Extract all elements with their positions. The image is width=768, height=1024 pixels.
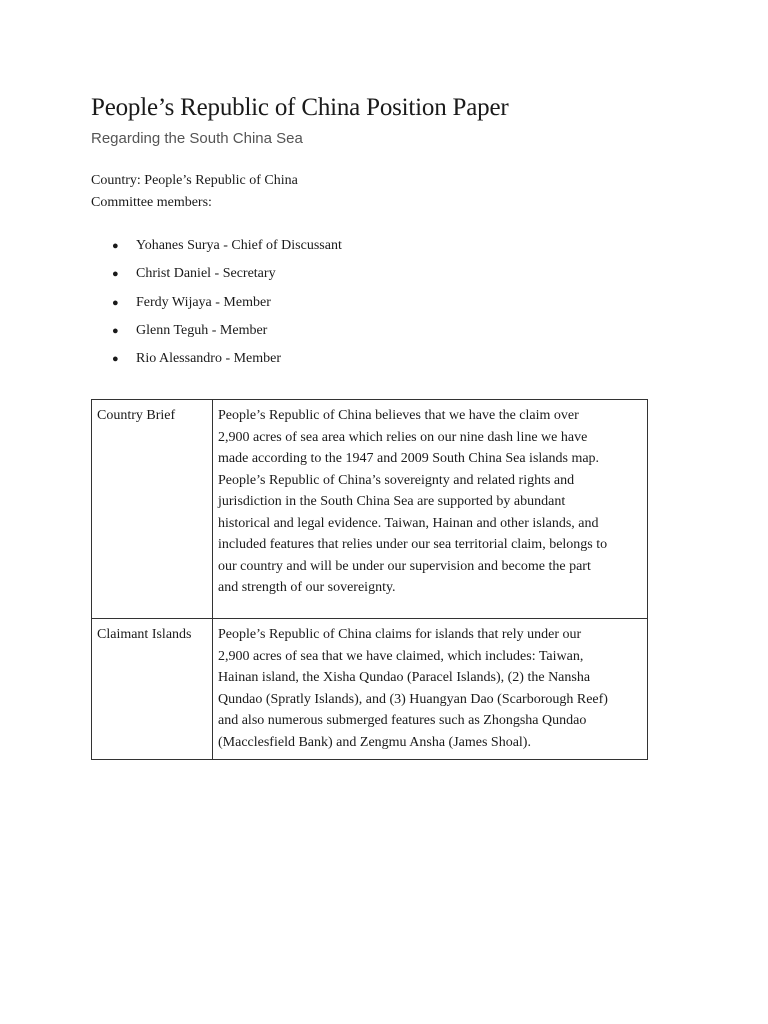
text-line: People’s Republic of China’s sovereignty and related rights and	[218, 472, 575, 488]
text-line: historical and legal evidence. Taiwan, Hainan and other islands, and	[218, 515, 599, 531]
position-table	[91, 399, 648, 760]
row-label-cell	[92, 619, 213, 760]
text-line: 2,900 acres of sea area which relies on our nine dash line we have	[218, 429, 588, 445]
text-line: included features that relies under our sea territorial claim, belongs to	[218, 537, 608, 552]
bullet-icon: ●	[112, 268, 119, 281]
text-line: (Macclesfield Bank) and Zengmu Ansha (James Shoal).	[218, 734, 531, 750]
bullet-icon: ●	[112, 353, 119, 366]
text-line: Hainan island, the Xisha Qundao (Paracel Islands), (2) the Nansha	[218, 670, 591, 685]
text-line: Qundao (Spratly Islands), and (3) Huangyan Dao (Scarborough Reef)	[218, 691, 608, 707]
member-name: Rio Alessandro - Member	[136, 351, 282, 367]
row-label: Country Brief	[97, 408, 176, 423]
page-title: People’s Republic of China Position Paper	[91, 94, 509, 121]
page-subtitle: Regarding the South China Sea	[91, 130, 303, 147]
text-line: People’s Republic of China believes that we have the claim over	[218, 408, 579, 423]
row-content-cell	[213, 400, 648, 619]
row-label: Claimant Islands	[97, 627, 192, 642]
bullet-icon: ●	[112, 324, 119, 337]
text-line: our country and will be under our supervision and become the part	[218, 558, 591, 574]
bullet-icon: ●	[112, 240, 119, 252]
text-line: and also numerous submerged features such as Zhongsha Qundao	[218, 713, 587, 728]
text-line: made according to the 1947 and 2009 South China Sea islands map.	[218, 451, 600, 466]
bullet-icon: ●	[112, 296, 119, 309]
member-name: Yohanes Surya - Chief of Discussant	[136, 238, 342, 253]
member-name: Ferdy Wijaya - Member	[136, 294, 271, 310]
text-line: jurisdiction in the South China Sea are supported by abundant	[218, 494, 566, 509]
member-name: Christ Daniel - Secretary	[136, 266, 276, 282]
text-line: and strength of our sovereignty.	[218, 580, 396, 595]
table-row	[92, 400, 648, 619]
text-line: 2,900 acres of sea that we have claimed, which includes: Taiwan,	[218, 648, 584, 664]
table-row	[92, 619, 648, 760]
committee-label: Committee members:	[91, 195, 212, 210]
row-content-cell	[213, 619, 648, 760]
row-label-cell	[92, 400, 213, 619]
member-name: Glenn Teguh - Member	[136, 322, 268, 338]
country-line: Country: People’s Republic of China	[91, 173, 298, 188]
text-line: People’s Republic of China claims for islands that rely under our	[218, 627, 582, 642]
